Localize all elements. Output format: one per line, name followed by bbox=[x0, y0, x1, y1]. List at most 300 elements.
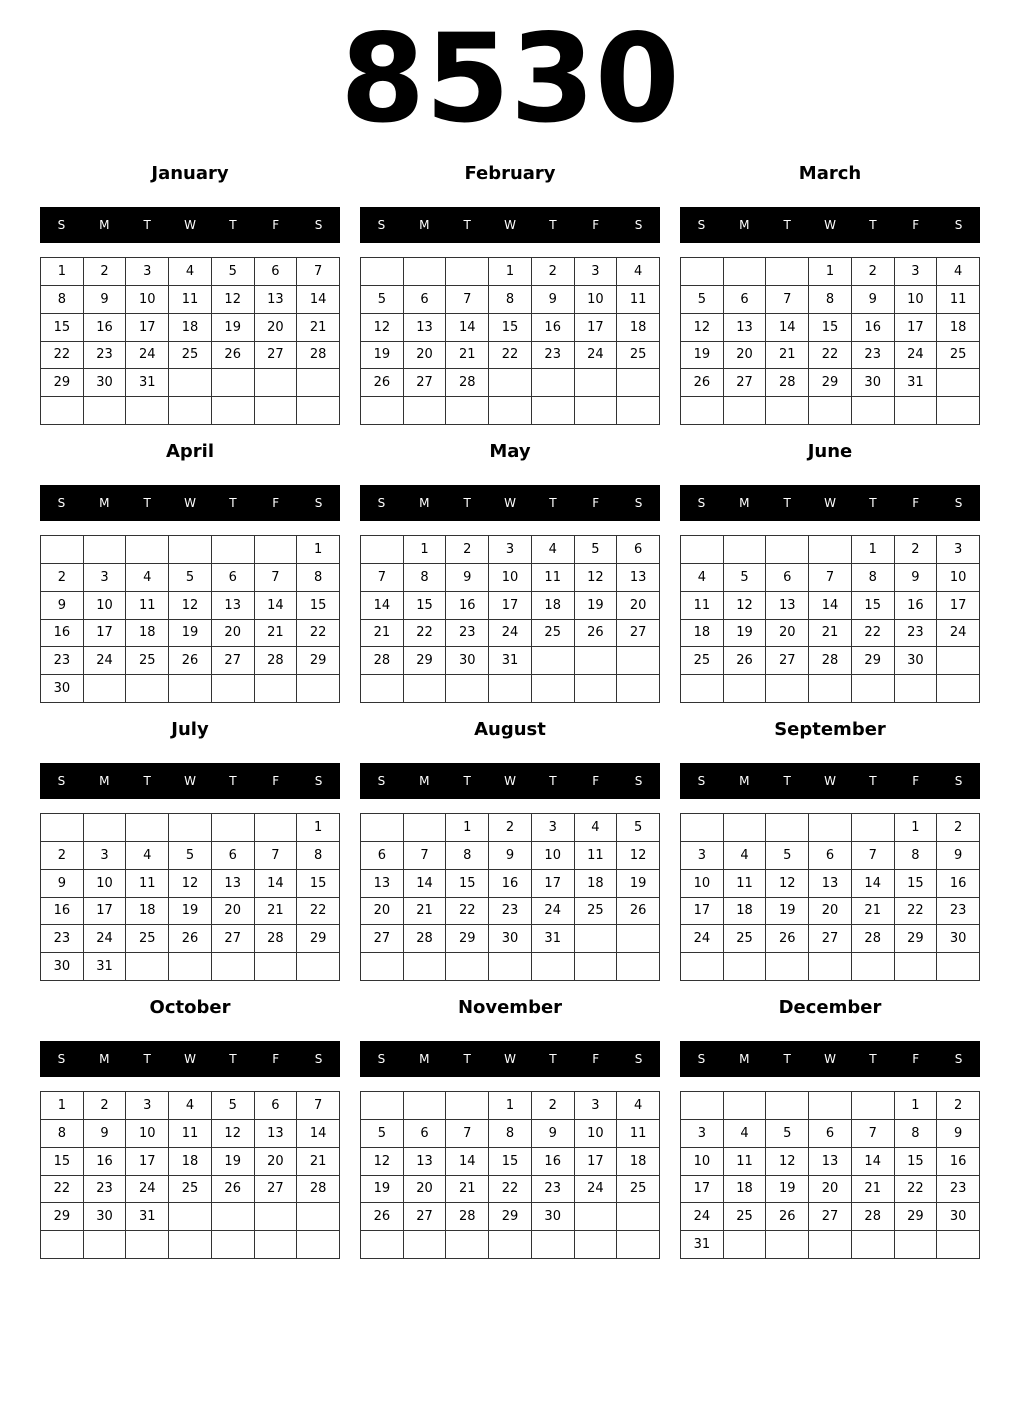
day-cell: 13 bbox=[809, 870, 852, 898]
day-cell: 25 bbox=[126, 647, 169, 675]
empty-cell bbox=[532, 1231, 575, 1259]
day-cell: 5 bbox=[361, 286, 404, 314]
day-cell: 10 bbox=[532, 842, 575, 870]
day-cell: 16 bbox=[532, 1148, 575, 1176]
weekday-header bbox=[680, 485, 980, 521]
day-cell: 10 bbox=[126, 1120, 169, 1148]
weekday-label: T bbox=[549, 218, 557, 232]
weekday-label: T bbox=[229, 496, 237, 510]
empty-cell bbox=[297, 675, 340, 703]
day-cell: 29 bbox=[895, 925, 938, 953]
month-name: June bbox=[807, 441, 853, 462]
day-cell: 28 bbox=[361, 647, 404, 675]
day-cell: 16 bbox=[41, 620, 84, 648]
day-cell: 26 bbox=[724, 647, 767, 675]
weekday-label: T bbox=[869, 1052, 877, 1066]
day-cell: 27 bbox=[404, 369, 447, 397]
day-cell: 15 bbox=[895, 1148, 938, 1176]
weekday-label: S bbox=[634, 496, 643, 510]
empty-cell bbox=[489, 369, 532, 397]
day-cell: 23 bbox=[895, 620, 938, 648]
empty-cell bbox=[212, 369, 255, 397]
day-cell: 10 bbox=[575, 1120, 618, 1148]
empty-cell bbox=[41, 1231, 84, 1259]
day-cell: 6 bbox=[255, 1092, 298, 1120]
day-cell: 6 bbox=[809, 842, 852, 870]
day-cell: 9 bbox=[532, 1120, 575, 1148]
day-cell: 18 bbox=[532, 592, 575, 620]
day-cell: 4 bbox=[169, 1092, 212, 1120]
day-cell: 28 bbox=[255, 925, 298, 953]
day-cell: 21 bbox=[852, 898, 895, 926]
empty-cell bbox=[446, 953, 489, 981]
day-cell: 7 bbox=[852, 842, 895, 870]
month-name: July bbox=[171, 719, 209, 740]
empty-cell bbox=[404, 1092, 447, 1120]
weekday-label: S bbox=[954, 496, 963, 510]
day-cell: 1 bbox=[895, 1092, 938, 1120]
empty-cell bbox=[41, 814, 84, 842]
empty-cell bbox=[617, 953, 660, 981]
day-cell: 4 bbox=[575, 814, 618, 842]
day-cell: 3 bbox=[532, 814, 575, 842]
day-cell: 28 bbox=[297, 342, 340, 370]
day-cell: 15 bbox=[852, 592, 895, 620]
day-cell: 22 bbox=[809, 342, 852, 370]
day-cell: 18 bbox=[937, 314, 980, 342]
weekday-header bbox=[360, 763, 660, 799]
weekday-label: W bbox=[184, 218, 196, 232]
weekday-label: W bbox=[184, 1052, 196, 1066]
weekday-label: F bbox=[272, 496, 280, 510]
weekday-label: S bbox=[954, 218, 963, 232]
day-cell: 18 bbox=[575, 870, 618, 898]
day-cell: 18 bbox=[617, 1148, 660, 1176]
day-cell: 1 bbox=[297, 536, 340, 564]
day-cell: 15 bbox=[809, 314, 852, 342]
day-cell: 11 bbox=[617, 286, 660, 314]
day-cell: 4 bbox=[617, 1092, 660, 1120]
empty-cell bbox=[809, 1231, 852, 1259]
weekday-label: F bbox=[912, 218, 920, 232]
empty-cell bbox=[212, 536, 255, 564]
day-cell: 9 bbox=[41, 870, 84, 898]
empty-cell bbox=[937, 647, 980, 675]
weekday-label: W bbox=[824, 1052, 836, 1066]
day-cell: 21 bbox=[852, 1176, 895, 1204]
day-cell: 13 bbox=[809, 1148, 852, 1176]
day-cell: 4 bbox=[724, 842, 767, 870]
empty-cell bbox=[724, 953, 767, 981]
day-cell: 24 bbox=[126, 1176, 169, 1204]
day-cell: 7 bbox=[852, 1120, 895, 1148]
empty-cell bbox=[404, 953, 447, 981]
day-cell: 22 bbox=[297, 898, 340, 926]
day-cell: 6 bbox=[404, 286, 447, 314]
day-cell: 17 bbox=[489, 592, 532, 620]
day-cell: 31 bbox=[489, 647, 532, 675]
day-cell: 30 bbox=[41, 675, 84, 703]
day-cell: 29 bbox=[852, 647, 895, 675]
weekday-label: M bbox=[739, 1052, 750, 1066]
day-cell: 5 bbox=[617, 814, 660, 842]
day-cell: 6 bbox=[809, 1120, 852, 1148]
empty-cell bbox=[937, 953, 980, 981]
weekday-label: T bbox=[143, 774, 151, 788]
day-cell: 6 bbox=[361, 842, 404, 870]
day-cell: 8 bbox=[446, 842, 489, 870]
day-cell: 27 bbox=[361, 925, 404, 953]
day-cell: 19 bbox=[212, 1148, 255, 1176]
weekday-label: M bbox=[99, 774, 110, 788]
empty-cell bbox=[297, 1203, 340, 1231]
empty-cell bbox=[126, 675, 169, 703]
weekday-label: F bbox=[592, 1052, 600, 1066]
day-cell: 15 bbox=[297, 592, 340, 620]
empty-cell bbox=[809, 397, 852, 425]
empty-cell bbox=[852, 1092, 895, 1120]
day-cell: 7 bbox=[297, 258, 340, 286]
day-cell: 8 bbox=[895, 842, 938, 870]
day-cell: 16 bbox=[937, 1148, 980, 1176]
empty-cell bbox=[895, 675, 938, 703]
empty-cell bbox=[852, 953, 895, 981]
weekday-header bbox=[40, 763, 340, 799]
day-cell: 9 bbox=[446, 564, 489, 592]
day-cell: 18 bbox=[169, 314, 212, 342]
day-cell: 27 bbox=[255, 342, 298, 370]
day-cell: 20 bbox=[617, 592, 660, 620]
day-cell: 16 bbox=[84, 1148, 127, 1176]
empty-cell bbox=[937, 675, 980, 703]
day-cell: 12 bbox=[575, 564, 618, 592]
weekday-label: S bbox=[314, 496, 323, 510]
day-cell: 4 bbox=[126, 564, 169, 592]
day-cell: 9 bbox=[937, 842, 980, 870]
day-cell: 16 bbox=[852, 314, 895, 342]
day-cell: 9 bbox=[895, 564, 938, 592]
day-cell: 11 bbox=[532, 564, 575, 592]
day-cell: 27 bbox=[212, 647, 255, 675]
day-cell: 18 bbox=[126, 898, 169, 926]
day-cell: 29 bbox=[297, 647, 340, 675]
day-cell: 21 bbox=[446, 342, 489, 370]
day-cell: 23 bbox=[489, 898, 532, 926]
day-cell: 14 bbox=[852, 870, 895, 898]
empty-cell bbox=[212, 675, 255, 703]
day-cell: 14 bbox=[852, 1148, 895, 1176]
day-cell: 1 bbox=[41, 1092, 84, 1120]
day-cell: 3 bbox=[84, 564, 127, 592]
day-cell: 30 bbox=[446, 647, 489, 675]
weekday-header bbox=[40, 1041, 340, 1077]
empty-cell bbox=[169, 536, 212, 564]
day-cell: 27 bbox=[255, 1176, 298, 1204]
day-cell: 29 bbox=[446, 925, 489, 953]
empty-cell bbox=[212, 953, 255, 981]
day-cell: 7 bbox=[766, 286, 809, 314]
weekday-label: S bbox=[57, 496, 66, 510]
day-cell: 9 bbox=[41, 592, 84, 620]
empty-cell bbox=[169, 814, 212, 842]
day-cell: 21 bbox=[809, 620, 852, 648]
weekday-label: S bbox=[314, 774, 323, 788]
day-cell: 6 bbox=[766, 564, 809, 592]
weekday-label: T bbox=[463, 774, 471, 788]
day-cell: 5 bbox=[169, 842, 212, 870]
day-cell: 21 bbox=[297, 314, 340, 342]
weekday-label: M bbox=[419, 218, 430, 232]
day-grid bbox=[40, 257, 340, 425]
day-cell: 29 bbox=[809, 369, 852, 397]
day-cell: 7 bbox=[255, 842, 298, 870]
empty-cell bbox=[532, 369, 575, 397]
month-name: January bbox=[151, 163, 229, 184]
empty-cell bbox=[617, 397, 660, 425]
day-cell: 2 bbox=[84, 258, 127, 286]
empty-cell bbox=[361, 814, 404, 842]
day-grid bbox=[40, 535, 340, 703]
weekday-label: S bbox=[634, 218, 643, 232]
day-cell: 30 bbox=[937, 1203, 980, 1231]
day-cell: 11 bbox=[126, 592, 169, 620]
empty-cell bbox=[809, 1092, 852, 1120]
day-cell: 24 bbox=[681, 1203, 724, 1231]
weekday-label: T bbox=[783, 774, 791, 788]
day-cell: 14 bbox=[446, 314, 489, 342]
day-cell: 7 bbox=[255, 564, 298, 592]
day-cell: 26 bbox=[766, 925, 809, 953]
weekday-label: T bbox=[869, 218, 877, 232]
month-name: December bbox=[778, 997, 882, 1018]
day-cell: 25 bbox=[617, 1176, 660, 1204]
day-cell: 21 bbox=[404, 898, 447, 926]
day-cell: 16 bbox=[937, 870, 980, 898]
day-cell: 13 bbox=[255, 1120, 298, 1148]
weekday-header bbox=[360, 485, 660, 521]
day-cell: 24 bbox=[937, 620, 980, 648]
day-cell: 21 bbox=[255, 620, 298, 648]
day-cell: 4 bbox=[126, 842, 169, 870]
day-cell: 19 bbox=[575, 592, 618, 620]
empty-cell bbox=[766, 397, 809, 425]
day-cell: 6 bbox=[212, 564, 255, 592]
day-cell: 24 bbox=[489, 620, 532, 648]
day-cell: 28 bbox=[809, 647, 852, 675]
empty-cell bbox=[446, 1231, 489, 1259]
day-cell: 27 bbox=[212, 925, 255, 953]
day-cell: 1 bbox=[489, 1092, 532, 1120]
day-cell: 25 bbox=[617, 342, 660, 370]
day-cell: 3 bbox=[126, 258, 169, 286]
day-cell: 24 bbox=[84, 647, 127, 675]
day-cell: 16 bbox=[84, 314, 127, 342]
day-cell: 7 bbox=[404, 842, 447, 870]
weekday-label: W bbox=[824, 218, 836, 232]
empty-cell bbox=[852, 397, 895, 425]
day-cell: 2 bbox=[41, 564, 84, 592]
empty-cell bbox=[809, 675, 852, 703]
empty-cell bbox=[766, 1231, 809, 1259]
day-cell: 5 bbox=[361, 1120, 404, 1148]
empty-cell bbox=[361, 536, 404, 564]
day-cell: 1 bbox=[297, 814, 340, 842]
day-cell: 20 bbox=[766, 620, 809, 648]
empty-cell bbox=[575, 369, 618, 397]
day-cell: 24 bbox=[84, 925, 127, 953]
month-name: October bbox=[149, 997, 231, 1018]
day-cell: 16 bbox=[446, 592, 489, 620]
day-cell: 9 bbox=[532, 286, 575, 314]
weekday-label: F bbox=[592, 774, 600, 788]
empty-cell bbox=[489, 675, 532, 703]
empty-cell bbox=[681, 536, 724, 564]
day-cell: 19 bbox=[766, 1176, 809, 1204]
day-cell: 2 bbox=[532, 1092, 575, 1120]
day-cell: 25 bbox=[937, 342, 980, 370]
day-cell: 26 bbox=[169, 647, 212, 675]
day-cell: 15 bbox=[297, 870, 340, 898]
weekday-label: S bbox=[314, 218, 323, 232]
day-cell: 7 bbox=[297, 1092, 340, 1120]
day-cell: 7 bbox=[446, 286, 489, 314]
day-cell: 22 bbox=[404, 620, 447, 648]
year-title: 8530 bbox=[340, 8, 680, 150]
empty-cell bbox=[852, 1231, 895, 1259]
weekday-label: T bbox=[549, 774, 557, 788]
day-cell: 17 bbox=[681, 1176, 724, 1204]
day-cell: 28 bbox=[852, 925, 895, 953]
day-cell: 27 bbox=[724, 369, 767, 397]
day-cell: 15 bbox=[489, 314, 532, 342]
day-cell: 17 bbox=[681, 898, 724, 926]
empty-cell bbox=[724, 675, 767, 703]
weekday-label: S bbox=[634, 1052, 643, 1066]
day-cell: 30 bbox=[895, 647, 938, 675]
day-cell: 15 bbox=[41, 314, 84, 342]
day-cell: 10 bbox=[681, 1148, 724, 1176]
empty-cell bbox=[212, 814, 255, 842]
day-cell: 23 bbox=[937, 898, 980, 926]
day-cell: 10 bbox=[895, 286, 938, 314]
day-cell: 4 bbox=[169, 258, 212, 286]
empty-cell bbox=[724, 1231, 767, 1259]
day-cell: 30 bbox=[532, 1203, 575, 1231]
empty-cell bbox=[532, 647, 575, 675]
empty-cell bbox=[255, 953, 298, 981]
day-cell: 16 bbox=[532, 314, 575, 342]
weekday-label: T bbox=[143, 218, 151, 232]
day-cell: 10 bbox=[489, 564, 532, 592]
empty-cell bbox=[126, 814, 169, 842]
empty-cell bbox=[617, 925, 660, 953]
day-cell: 31 bbox=[84, 953, 127, 981]
empty-cell bbox=[617, 1231, 660, 1259]
weekday-label: T bbox=[143, 1052, 151, 1066]
day-cell: 11 bbox=[937, 286, 980, 314]
day-cell: 5 bbox=[724, 564, 767, 592]
day-cell: 14 bbox=[297, 286, 340, 314]
empty-cell bbox=[169, 1231, 212, 1259]
day-cell: 12 bbox=[212, 286, 255, 314]
empty-cell bbox=[84, 1231, 127, 1259]
day-cell: 25 bbox=[532, 620, 575, 648]
day-cell: 18 bbox=[126, 620, 169, 648]
weekday-label: M bbox=[419, 1052, 430, 1066]
empty-cell bbox=[169, 953, 212, 981]
day-cell: 23 bbox=[532, 342, 575, 370]
day-cell: 30 bbox=[84, 1203, 127, 1231]
empty-cell bbox=[41, 397, 84, 425]
day-cell: 15 bbox=[404, 592, 447, 620]
empty-cell bbox=[724, 258, 767, 286]
day-cell: 20 bbox=[809, 1176, 852, 1204]
day-cell: 17 bbox=[126, 1148, 169, 1176]
day-cell: 28 bbox=[255, 647, 298, 675]
day-cell: 11 bbox=[617, 1120, 660, 1148]
day-cell: 30 bbox=[41, 953, 84, 981]
empty-cell bbox=[212, 1231, 255, 1259]
day-cell: 20 bbox=[809, 898, 852, 926]
weekday-label: M bbox=[99, 496, 110, 510]
day-cell: 12 bbox=[169, 592, 212, 620]
day-cell: 2 bbox=[532, 258, 575, 286]
empty-cell bbox=[126, 536, 169, 564]
day-cell: 6 bbox=[212, 842, 255, 870]
weekday-label: S bbox=[57, 774, 66, 788]
day-cell: 22 bbox=[895, 1176, 938, 1204]
empty-cell bbox=[681, 675, 724, 703]
weekday-label: W bbox=[504, 1052, 516, 1066]
weekday-label: T bbox=[463, 1052, 471, 1066]
empty-cell bbox=[126, 1231, 169, 1259]
day-cell: 26 bbox=[212, 342, 255, 370]
day-cell: 27 bbox=[766, 647, 809, 675]
day-cell: 22 bbox=[297, 620, 340, 648]
weekday-label: S bbox=[697, 1052, 706, 1066]
day-cell: 3 bbox=[937, 536, 980, 564]
empty-cell bbox=[681, 814, 724, 842]
day-cell: 24 bbox=[126, 342, 169, 370]
day-cell: 23 bbox=[41, 647, 84, 675]
empty-cell bbox=[169, 397, 212, 425]
empty-cell bbox=[255, 1203, 298, 1231]
weekday-label: M bbox=[739, 774, 750, 788]
day-cell: 21 bbox=[361, 620, 404, 648]
day-cell: 2 bbox=[895, 536, 938, 564]
day-cell: 13 bbox=[404, 1148, 447, 1176]
day-grid bbox=[360, 813, 660, 981]
empty-cell bbox=[489, 953, 532, 981]
empty-cell bbox=[766, 258, 809, 286]
empty-cell bbox=[575, 397, 618, 425]
weekday-label: S bbox=[57, 218, 66, 232]
day-grid bbox=[360, 1091, 660, 1259]
empty-cell bbox=[575, 675, 618, 703]
weekday-label: S bbox=[57, 1052, 66, 1066]
day-cell: 28 bbox=[766, 369, 809, 397]
empty-cell bbox=[126, 953, 169, 981]
day-cell: 14 bbox=[446, 1148, 489, 1176]
month-name: February bbox=[464, 163, 556, 184]
weekday-label: S bbox=[377, 1052, 386, 1066]
day-cell: 24 bbox=[575, 1176, 618, 1204]
weekday-label: T bbox=[783, 496, 791, 510]
empty-cell bbox=[766, 1092, 809, 1120]
day-cell: 26 bbox=[361, 1203, 404, 1231]
day-cell: 1 bbox=[852, 536, 895, 564]
day-cell: 13 bbox=[404, 314, 447, 342]
